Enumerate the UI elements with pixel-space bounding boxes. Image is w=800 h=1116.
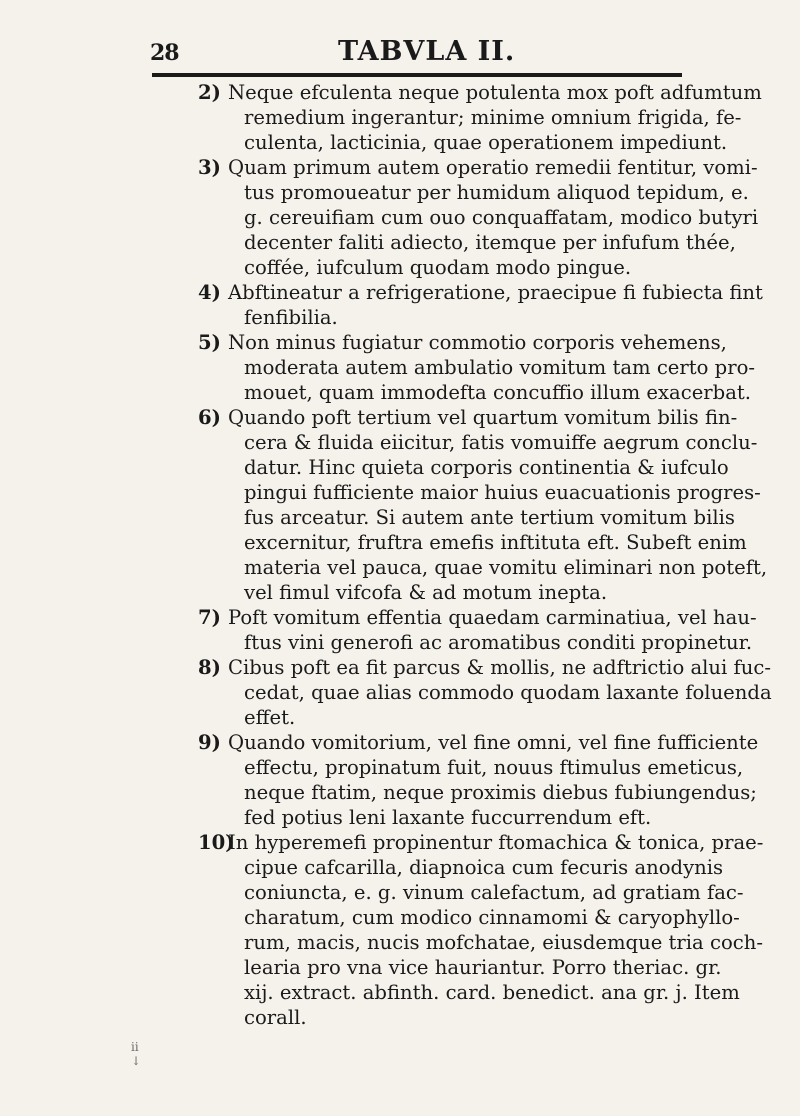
text-line: Abftineatur a refrigeratione, praecipue fi fubiecta fint — [228, 281, 763, 304]
item-number: 9) — [198, 731, 221, 754]
text-line: remedium ingerantur; minime omnium frigida, fe- — [244, 106, 742, 129]
text-line: mouet, quam immodefta concuffio illum exacerbat. — [244, 381, 751, 404]
list-item — [198, 155, 759, 280]
text-line: coniuncta, e. g. vinum calefactum, ad gratiam fac- — [244, 881, 744, 904]
list-item — [198, 830, 764, 1030]
text-line: coffée, iufculum quodam modo pingue. — [244, 256, 632, 279]
text-line: ftus vini generofi ac aromatibus conditi propinetur. — [244, 631, 753, 654]
text-line: materia vel pauca, quae vomitu eliminari non poteft, — [244, 556, 768, 579]
text-line: effectu, propinatum fuit, nouus ftimulus emeticus, — [244, 756, 744, 779]
text-line: moderata autem ambulatio vomitum tam certo pro- — [244, 356, 755, 379]
text-line: Cibus poft ea fit parcus & mollis, ne adftrictio alui fuc- — [228, 656, 771, 679]
text-line: effet. — [244, 706, 296, 729]
text-line: Neque efculenta neque potulenta mox poft adfumtum — [228, 81, 762, 104]
list-item — [198, 655, 772, 730]
list-item — [198, 605, 757, 655]
margin-mark: ⅱ ↓ — [131, 1040, 142, 1068]
text-line: g. cereuifiam cum ouo conquaffatam, modico butyri — [244, 206, 759, 229]
text-line: datur. Hinc quieta corporis continentia & iufculo — [244, 456, 729, 479]
text-line: pingui fufficiente maior huius euacuationis progres- — [244, 481, 761, 504]
text-line: learia pro vna vice hauriantur. Porro theriac. gr. — [244, 956, 722, 979]
body-text — [198, 80, 772, 1030]
text-line: corall. — [244, 1006, 307, 1029]
text-line: Quam primum autem operatio remedii fentitur, vomi- — [228, 156, 758, 179]
text-line: In hyperemefi propinentur ftomachica & tonica, prae- — [228, 831, 764, 854]
text-line: xij. extract. abfinth. card. benedict. ana gr. j. Item — [244, 981, 740, 1004]
list-item — [198, 730, 759, 830]
text-line: excernitur, fruftra emefis inftituta eft. Subeft enim — [244, 531, 747, 554]
text-line: fus arceatur. Si autem ante tertium vomitum bilis — [244, 506, 735, 529]
list-item — [198, 80, 762, 155]
list-item — [198, 280, 763, 330]
list-item — [198, 405, 768, 605]
text-line: culenta, lacticinia, quae operationem impediunt. — [244, 131, 728, 154]
item-number: 3) — [198, 156, 221, 179]
item-number: 6) — [198, 406, 221, 429]
item-number: 4) — [198, 281, 221, 304]
header-rule — [152, 73, 682, 77]
text-line: Poft vomitum effentia quaedam carminatiua, vel hau- — [228, 606, 757, 629]
item-number: 8) — [198, 656, 221, 679]
running-head: TABVLA II. — [338, 36, 516, 67]
item-number: 10) — [198, 831, 235, 854]
item-number: 7) — [198, 606, 221, 629]
text-line: cera & fluida eiicitur, fatis vomuiffe aegrum conclu- — [244, 431, 758, 454]
list-item — [198, 330, 755, 405]
text-line: rum, macis, nucis mofchatae, eiusdemque tria coch- — [244, 931, 763, 954]
page-number: 28 — [150, 40, 179, 66]
text-line: fenfibilia. — [244, 306, 338, 329]
text-line: tus promoueatur per humidum aliquod tepidum, e. — [244, 181, 749, 204]
text-line: neque ftatim, neque proximis diebus fubiungendus; — [244, 781, 757, 804]
item-number: 2) — [198, 81, 221, 104]
item-number: 5) — [198, 331, 221, 354]
text-line: cedat, quae alias commodo quodam laxante foluenda — [244, 681, 772, 704]
text-line: cipue cafcarilla, diapnoica cum fecuris anodynis — [244, 856, 724, 879]
text-line: Non minus fugiatur commotio corporis vehemens, — [228, 331, 727, 354]
text-line: decenter faliti adiecto, itemque per infufum thée, — [244, 231, 736, 254]
text-line: vel fimul vifcofa & ad motum inepta. — [244, 581, 608, 604]
text-line: Quando poft tertium vel quartum vomitum bilis fin- — [228, 406, 738, 429]
text-line: charatum, cum modico cinnamomi & caryophyllo- — [244, 906, 740, 929]
text-line: Quando vomitorium, vel fine omni, vel fine fufficiente — [228, 731, 759, 754]
text-line: fed potius leni laxante fuccurrendum eft. — [244, 806, 652, 829]
